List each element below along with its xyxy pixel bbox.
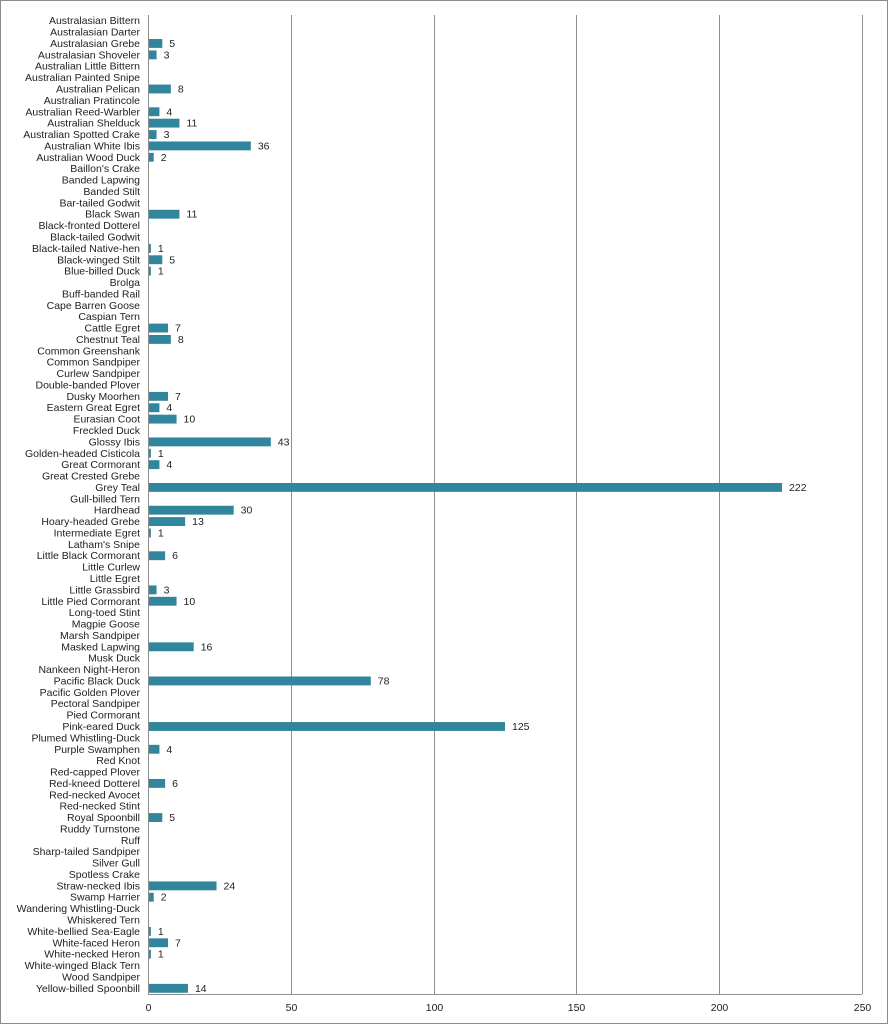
category-label: Australian Shelduck (47, 117, 140, 130)
category-label: Marsh Sandpiper (60, 629, 140, 642)
x-tick-label: 50 (285, 1002, 298, 1014)
category-label: Pied Cormorant (66, 709, 140, 722)
data-label: 13 (192, 516, 204, 529)
category-label: Pink-eared Duck (62, 720, 140, 733)
bar (149, 244, 151, 253)
category-label: Australian Wood Duck (36, 151, 140, 164)
category-label: Little Curlew (82, 561, 140, 574)
category-label: Red-kneed Dotterel (48, 777, 140, 790)
category-label: Australasian Grebe (50, 37, 140, 50)
x-tick-label: 100 (425, 1002, 444, 1014)
data-label: 4 (166, 459, 173, 472)
category-label: Wandering Whistling-Duck (16, 903, 140, 916)
bar (149, 938, 168, 947)
bar (149, 210, 179, 219)
category-label: Cape Barren Goose (46, 299, 140, 312)
data-label: 1 (157, 447, 164, 460)
bar (149, 984, 188, 993)
category-label: Grey Teal (95, 481, 140, 494)
bar (149, 677, 371, 686)
data-label: 11 (186, 117, 198, 130)
category-label: Hoary-headed Grebe (41, 516, 140, 529)
bar (149, 119, 179, 128)
x-tick-label: 150 (567, 1002, 586, 1014)
category-label: Australian Pelican (55, 83, 140, 96)
category-label: Little Grassbird (69, 584, 140, 597)
category-label: Ruddy Turnstone (60, 823, 140, 836)
category-label: White-bellied Sea-Eagle (27, 925, 140, 938)
category-label: Long-toed Stint (68, 607, 140, 620)
data-label: 5 (169, 37, 176, 50)
bar (149, 813, 162, 822)
data-label: 14 (194, 982, 207, 995)
data-label: 10 (183, 595, 196, 608)
x-tick-label: 250 (853, 1002, 872, 1014)
category-label: Spotless Crake (68, 868, 140, 881)
data-label: 36 (257, 140, 270, 153)
category-label: Pectoral Sandpiper (50, 698, 140, 711)
data-label: 78 (377, 675, 390, 688)
category-label: Australian Painted Snipe (25, 72, 140, 85)
category-label: Common Greenshank (37, 345, 140, 358)
category-label: Double-banded Plover (35, 379, 140, 392)
category-label: Wood Sandpiper (61, 971, 140, 984)
category-label: Freckled Duck (72, 425, 140, 438)
data-label: 6 (172, 777, 178, 790)
category-label: Little Black Cormorant (36, 550, 140, 563)
bar (149, 415, 177, 424)
x-tick-label: 200 (710, 1002, 729, 1014)
data-label: 1 (157, 948, 164, 961)
bar (149, 130, 157, 139)
category-label: Red-necked Stint (59, 800, 140, 813)
data-label: 7 (174, 390, 181, 403)
bar (149, 950, 151, 959)
data-label: 2 (160, 151, 167, 164)
bar (149, 506, 234, 515)
data-label: 4 (166, 106, 173, 119)
category-label: Yellow-billed Spoonbill (35, 982, 140, 995)
category-label: Pacific Black Duck (53, 675, 140, 688)
data-label: 222 (789, 481, 807, 494)
data-label: 1 (157, 242, 164, 255)
category-label: Golden-headed Cisticola (25, 447, 140, 460)
data-label: 43 (277, 436, 290, 449)
bar (149, 460, 159, 469)
data-label: 8 (177, 333, 184, 346)
data-label: 4 (166, 743, 173, 756)
category-label: Plumed Whistling-Duck (31, 732, 140, 745)
category-label: Australasian Shoveler (37, 49, 140, 62)
bar (149, 449, 151, 458)
bar (149, 642, 194, 651)
category-label: Hardhead (93, 504, 140, 517)
category-label: Latham's Snipe (67, 538, 140, 551)
bar (149, 437, 271, 446)
category-label: Great Cormorant (61, 459, 140, 472)
category-label: Purple Swamphen (54, 743, 140, 756)
category-label: Ruff (120, 834, 140, 847)
category-label: Eastern Great Egret (46, 402, 140, 415)
category-label: Red Knot (96, 755, 140, 768)
category-label: Royal Spoonbill (67, 812, 140, 825)
category-label: Sharp-tailed Sandpiper (32, 846, 140, 859)
category-label: White-winged Black Tern (24, 960, 140, 973)
category-label: Australian Reed-Warbler (25, 106, 140, 119)
bar (149, 255, 162, 264)
category-label: Dusky Moorhen (66, 390, 140, 403)
category-label: Australian Spotted Crake (23, 129, 140, 142)
x-tick-label: 0 (145, 1002, 152, 1014)
data-label: 1 (157, 527, 164, 540)
data-label: 3 (163, 129, 170, 142)
category-label: Magpie Goose (71, 618, 140, 631)
data-label: 24 (223, 880, 236, 893)
category-label: Black-tailed Godwit (50, 231, 140, 244)
bar (149, 324, 168, 333)
bar (149, 403, 159, 412)
data-label: 5 (169, 812, 176, 825)
category-label: Australian Pratincole (43, 94, 140, 107)
bar (149, 153, 154, 162)
bar (149, 551, 165, 560)
bar (149, 141, 251, 150)
category-label: Banded Stilt (83, 185, 140, 198)
category-label: Swamp Harrier (69, 891, 140, 904)
category-label: Black Swan (85, 208, 140, 221)
bar (149, 585, 157, 594)
category-label: Brolga (109, 277, 140, 290)
bar (149, 267, 151, 276)
category-label: Intermediate Egret (53, 527, 140, 540)
category-label: Australasian Bittern (48, 15, 140, 28)
category-label: Silver Gull (92, 857, 140, 870)
bar (149, 50, 157, 59)
bar (149, 107, 159, 116)
category-label: Common Sandpiper (46, 356, 140, 369)
category-label: Banded Lapwing (61, 174, 140, 187)
data-label: 1 (157, 925, 164, 938)
category-label: Red-capped Plover (50, 766, 140, 779)
category-label: Curlew Sandpiper (56, 368, 140, 381)
category-label: Bar-tailed Godwit (59, 197, 140, 210)
category-label: Red-necked Avocet (49, 789, 140, 802)
data-label: 3 (163, 584, 170, 597)
category-label: Pacific Golden Plover (39, 686, 140, 699)
category-label: Nankeen Night-Heron (38, 664, 140, 677)
data-label: 4 (166, 402, 173, 415)
category-label: Caspian Tern (78, 311, 140, 324)
category-label: Gull-billed Tern (70, 493, 140, 506)
category-label: Musk Duck (88, 652, 140, 665)
data-label: 16 (200, 641, 213, 654)
category-label: Little Egret (89, 572, 140, 585)
bar (149, 517, 185, 526)
bar (149, 85, 171, 94)
category-label: White-faced Heron (52, 937, 140, 950)
category-label: Blue-billed Duck (64, 265, 140, 278)
data-label: 2 (160, 891, 167, 904)
category-label: Little Pied Cormorant (41, 595, 140, 608)
bar (149, 483, 782, 492)
category-label: Whiskered Tern (67, 914, 140, 927)
category-label: Australian Little Bittern (34, 60, 140, 73)
category-label: Australasian Darter (50, 26, 140, 39)
bar (149, 597, 177, 606)
data-label: 11 (186, 208, 198, 221)
bar (149, 335, 171, 344)
category-label: Buff-banded Rail (61, 288, 140, 301)
data-label: 1 (157, 265, 164, 278)
category-label: Australian White Ibis (44, 140, 140, 153)
bar (149, 392, 168, 401)
category-label: White-necked Heron (44, 948, 140, 961)
category-label: Black-tailed Native-hen (32, 242, 140, 255)
data-label: 7 (174, 937, 181, 950)
bar (149, 722, 505, 731)
data-label: 7 (174, 322, 181, 335)
bar (149, 779, 165, 788)
category-label: Chestnut Teal (75, 333, 140, 346)
data-label: 10 (183, 413, 196, 426)
data-label: 3 (163, 49, 170, 62)
category-label: Masked Lapwing (61, 641, 140, 654)
data-label: 6 (172, 550, 178, 563)
bar (149, 745, 159, 754)
bar (149, 893, 154, 902)
bar (149, 881, 217, 890)
category-label: Eurasian Coot (73, 413, 140, 426)
category-label: Black-winged Stilt (57, 254, 140, 267)
data-label: 8 (177, 83, 184, 96)
data-label: 30 (240, 504, 253, 517)
category-label: Great Crested Grebe (41, 470, 140, 483)
category-label: Glossy Ibis (88, 436, 140, 449)
category-label: Straw-necked Ibis (56, 880, 140, 893)
data-label: 125 (512, 720, 530, 733)
category-label: Baillon's Crake (70, 163, 140, 176)
bar (149, 529, 151, 538)
data-label: 5 (169, 254, 176, 267)
category-label: Cattle Egret (84, 322, 140, 335)
bar (149, 39, 162, 48)
bar (149, 927, 151, 936)
category-label: Black-fronted Dotterel (38, 220, 140, 233)
